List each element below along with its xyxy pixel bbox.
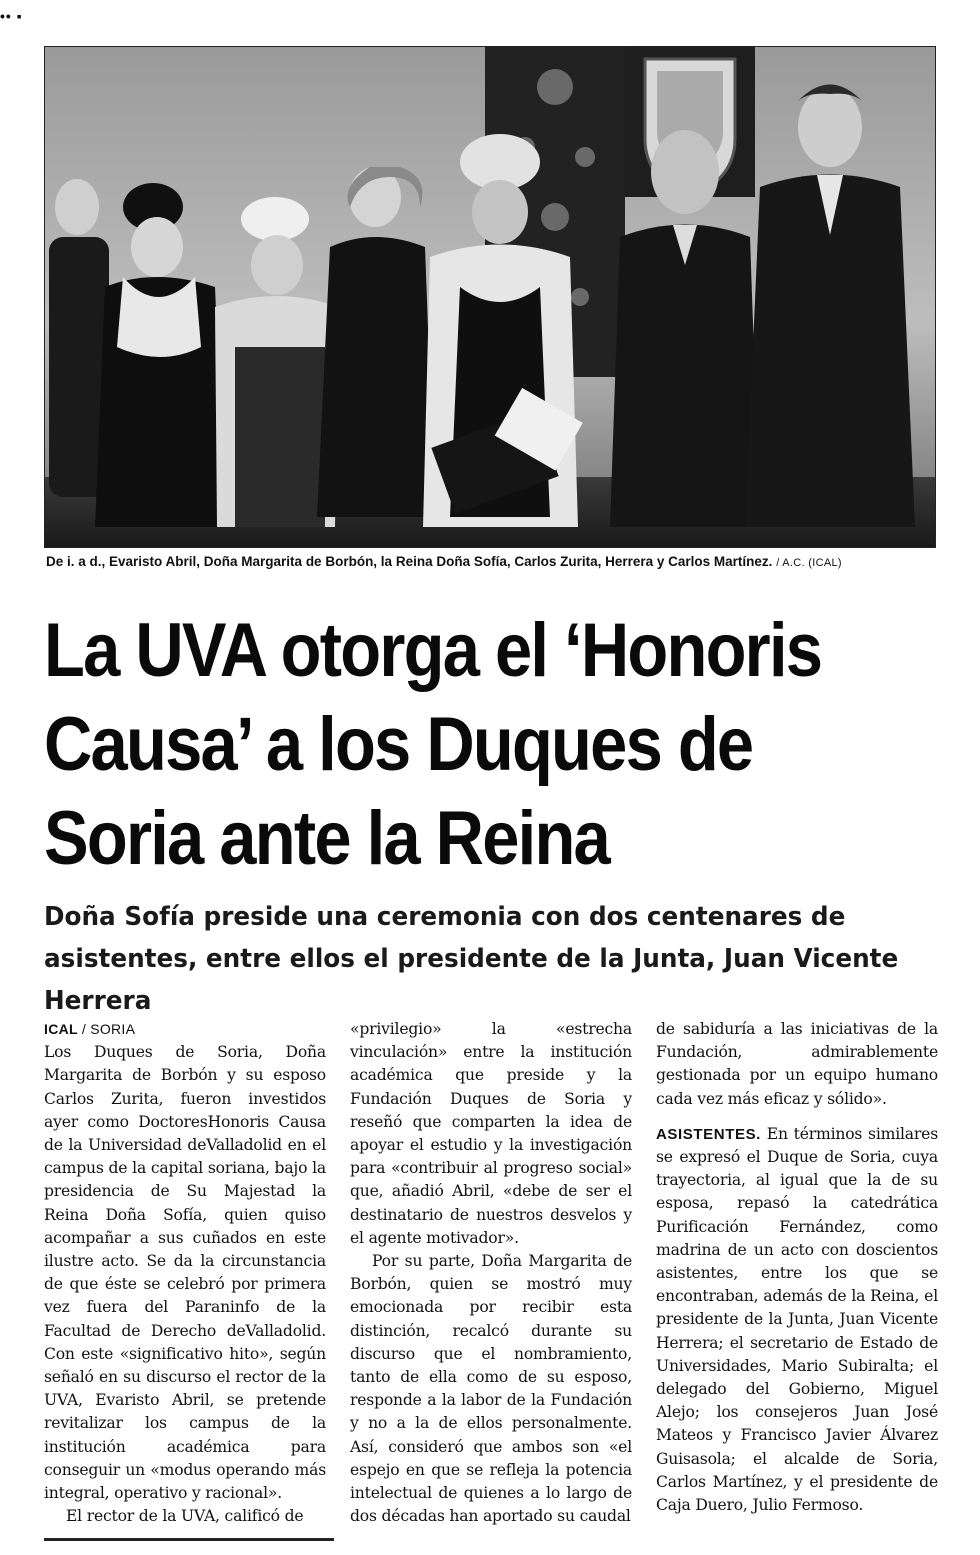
section-heading: ASISTENTES. (656, 1125, 761, 1143)
byline-location: / SORIA (81, 1021, 136, 1037)
paragraph-3-continued: de sabiduría a las iniciativas de la Fundación, admirablemente gestionada por un equipo humano cada vez más eficaz y sólido». (656, 1020, 938, 1108)
headline-line-1: La UVA otorga el ‘Honoris (44, 608, 822, 693)
caption-text: De i. a d., Evaristo Abril, Doña Margarita de Borbón, la Reina Doña Sofía, Carlos Zurita, Herrera y Carlos Martínez. (46, 554, 773, 569)
paragraph-3: Por su parte, Doña Margarita de Borbón, quien se mostró muy emocionada por recibir esta distinción, recalcó durante su discurso que el nombramiento, tanto de ella como de su esposo, responde a la labor de la Fundación y no a la de ellos personalmente. Así, consideró que ambos son «el espejo en que se refleja la potencia intelectual de quienes a lo largo de dos décadas han aportado su caudal (350, 1252, 632, 1526)
paragraph-4-text: En términos similares se expresó el Duque de Soria, cuya trayectoria, al igual que la de su esposa, repasó la catedrática Purificación Fernández, como madrina de un acto con doscientos asistentes, entre los que se encontraban, además de la Reina, el presidente de la Junta, Juan Vicente Herrera; el secretario de Estado de Universidades, Mario Subiralta; el delegado del Gobierno, Miguel Alejo; los consejeros Juan José Mateos y Francisco Javier Álvarez Guisasola; el alcalde de Soria, Carlos Martínez, y el presidente de Caja Duero, Julio Fermoso. (656, 1124, 938, 1515)
headline-line-3: Soria ante la Reina (44, 796, 609, 881)
bottom-rule (44, 1538, 334, 1541)
subtitle-line-1: Doña Sofía preside una ceremonia con dos centenares de (44, 902, 846, 932)
photo-illustration (45, 47, 935, 547)
byline (44, 1018, 326, 1041)
article-column-3 (656, 1018, 938, 1517)
article-column-1 (44, 1018, 326, 1528)
page-marks: •• ▪ (0, 8, 23, 24)
paragraph-4 (656, 1123, 938, 1517)
subtitle-line-2: asistentes, entre ellos el presidente de la Junta, Juan Vicente Herrera (44, 944, 899, 1016)
headline-line-2: Causa’ a los Duques de (44, 702, 753, 787)
photo-credit: / A.C. (ICAL) (776, 557, 842, 569)
paragraph-2-start: El rector de la UVA, calificó de (66, 1507, 304, 1526)
section-spacer (656, 1111, 938, 1123)
paragraph-1: Los Duques de Soria, Doña Margarita de Borbón y su esposo Carlos Zurita, fueron investidos ayer como DoctoresHonoris Causa de la Universidad deValladolid en el campus de la capital soriana, bajo la presidencia de Su Majestad la Reina Doña Sofía, quien quiso acompañar a sus cuñados en este ilustre acto. Se da la circunstancia de que éste se celebró por primera vez fuera del Paraninfo de la Facultad de Derecho deValladolid. Con este «significativo hito», según señaló en su discurso el rector de la UVA, Evaristo Abril, se pretende revitalizar los campus de la institución académica para conseguir un «modus operando más integral, operativo y racional». (44, 1043, 326, 1503)
article-headline (44, 604, 836, 886)
article-column-2 (350, 1018, 632, 1528)
photo-caption (46, 554, 946, 569)
byline-agency: ICAL (44, 1021, 78, 1037)
article-photo (44, 46, 936, 548)
paragraph-2-continued: «privilegio» la «estrecha vinculación» entre la institución académica que preside y la Fundación Duques de Soria y reseñó que comparten la idea de apoyar el estudio y la investigación para «contribuir al progreso social» que, añadió Abril, «debe de ser el destinatario de nuestros desvelos y el agente motivador». (350, 1020, 632, 1247)
article-subtitle (44, 896, 899, 1022)
